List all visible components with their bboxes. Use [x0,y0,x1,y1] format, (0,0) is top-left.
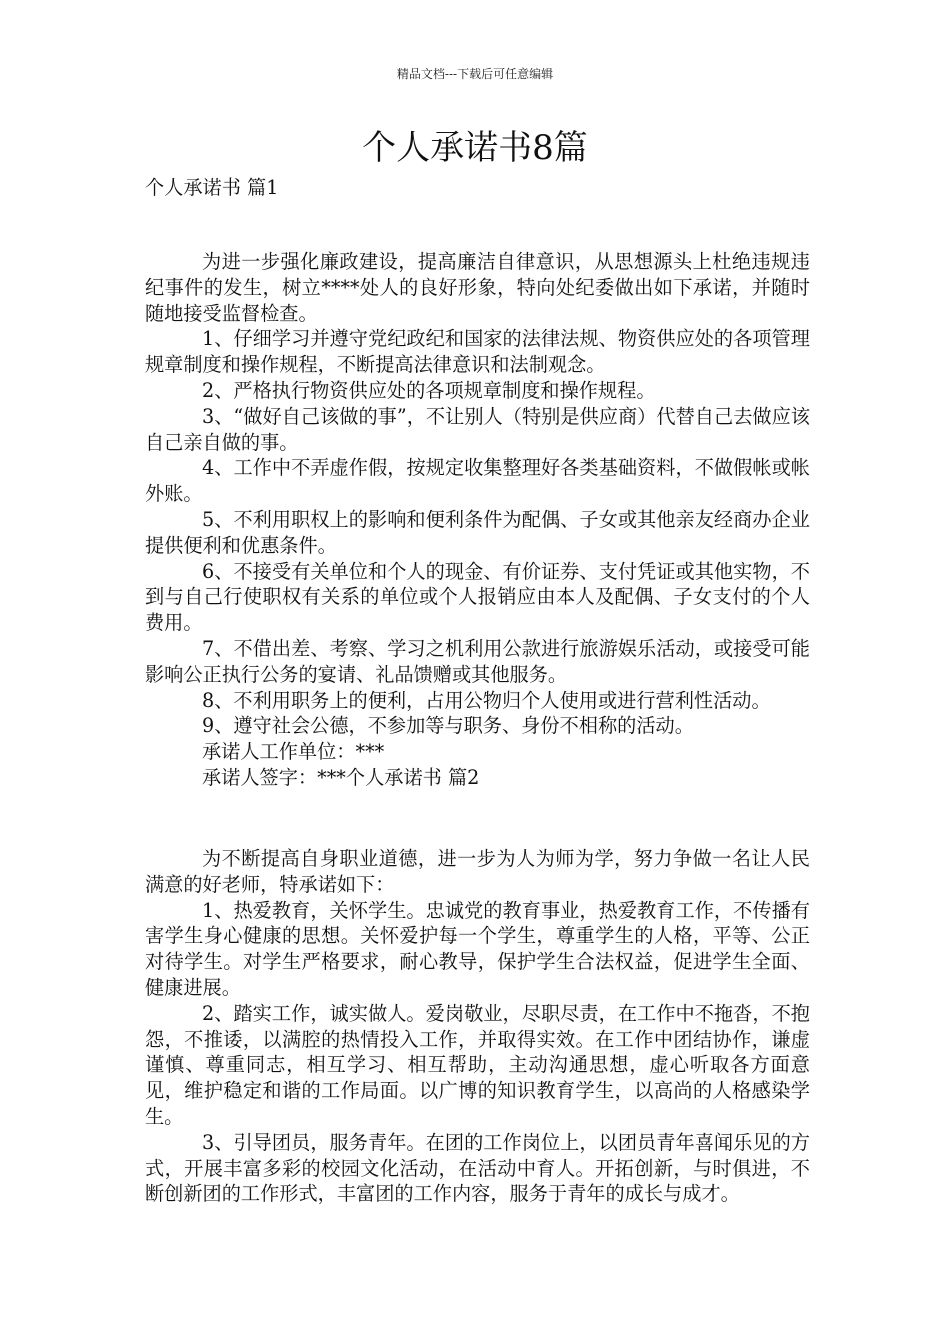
paragraph: 为不断提高自身职业道德，进一步为人为师为学，努力争做一名让人民满意的好老师，特承诺如下： [145,847,810,896]
paragraph: 3、引导团员，服务青年。在团的工作岗位上，以团员青年喜闻乐见的方式，开展丰富多彩的校园文化活动，在活动中育人。开拓创新，与时俱进，不断创新团的工作形式，丰富团的工作内容，服务于青年的成长与成才。 [145,1130,810,1206]
header-note: 精品文档---下载后可任意编辑 [396,67,554,81]
section-1-body [145,249,810,791]
section-1-heading: 个人承诺书 篇1 [145,176,279,199]
signature-unit: 承诺人工作单位：*** [202,740,385,764]
document-title: 个人承诺书8篇 [362,128,588,168]
section-1 [145,175,810,201]
paragraph: 2、严格执行物资供应处的各项规章制度和操作规程。 [202,378,656,402]
paragraph: 1、热爱教育，关怀学生。忠诚党的教育事业，热爱教育工作，不传播有害学生身心健康的思想。关怀爱护每一个学生，尊重学生的人格，平等、公正对待学生。对学生严格要求，耐心教导，保护学生合法权益，促进学生全面、健康进展。 [145,898,810,999]
paragraph: 4、工作中不弄虚作假，按规定收集整理好各类基础资料，不做假帐或帐外账。 [145,456,810,506]
section-2-body [145,846,810,1207]
paragraph: 5、不利用职权上的影响和便利条件为配偶、子女或其他亲友经商办企业提供便利和优惠条件。 [145,507,810,557]
paragraph: 7、不借出差、考察、学习之机利用公款进行旅游娱乐活动，或接受可能影响公正执行公务的宴请、礼品馈赠或其他服务。 [145,636,810,686]
paragraph: 为进一步强化廉政建设，提高廉洁自律意识，从思想源头上杜绝违规违纪事件的发生，树立****处人的良好形象，特向处纪委做出如下承诺，并随时随地接受监督检查。 [145,250,810,325]
paragraph: 8、不利用职务上的便利，占用公物归个人使用或进行营利性活动。 [202,688,771,712]
paragraph: 6、不接受有关单位和个人的现金、有价证券、支付凭证或其他实物，不到与自己行使职权有关系的单位或个人报销应由本人及配偶、子女支付的个人费用。 [145,559,810,635]
paragraph: 3、“做好自己该做的事”，不让别人（特别是供应商）代替自己去做应该自己亲自做的事。 [145,404,810,454]
paragraph: 2、踏实工作，诚实做人。爱岗敬业，尽职尽责，在工作中不拖沓，不抱怨，不推诿，以满腔的热情投入工作，并取得实效。在工作中团结协作，谦虚谨慎、尊重同志，相互学习、相互帮助，主动沟通思想，虚心听取各方面意见，维护稳定和谐的工作局面。以广博的知识教育学生，以高尚的人格感染学生。 [145,1001,810,1128]
paragraph: 1、仔细学习并遵守党纪政纪和国家的法律法规、物资供应处的各项管理规章制度和操作规程，不断提高法律意识和法制观念。 [145,327,810,377]
signature-line: 承诺人签字：***个人承诺书 篇2 [202,765,480,789]
paragraph: 9、遵守社会公德，不参加等与职务、身份不相称的活动。 [202,714,694,738]
